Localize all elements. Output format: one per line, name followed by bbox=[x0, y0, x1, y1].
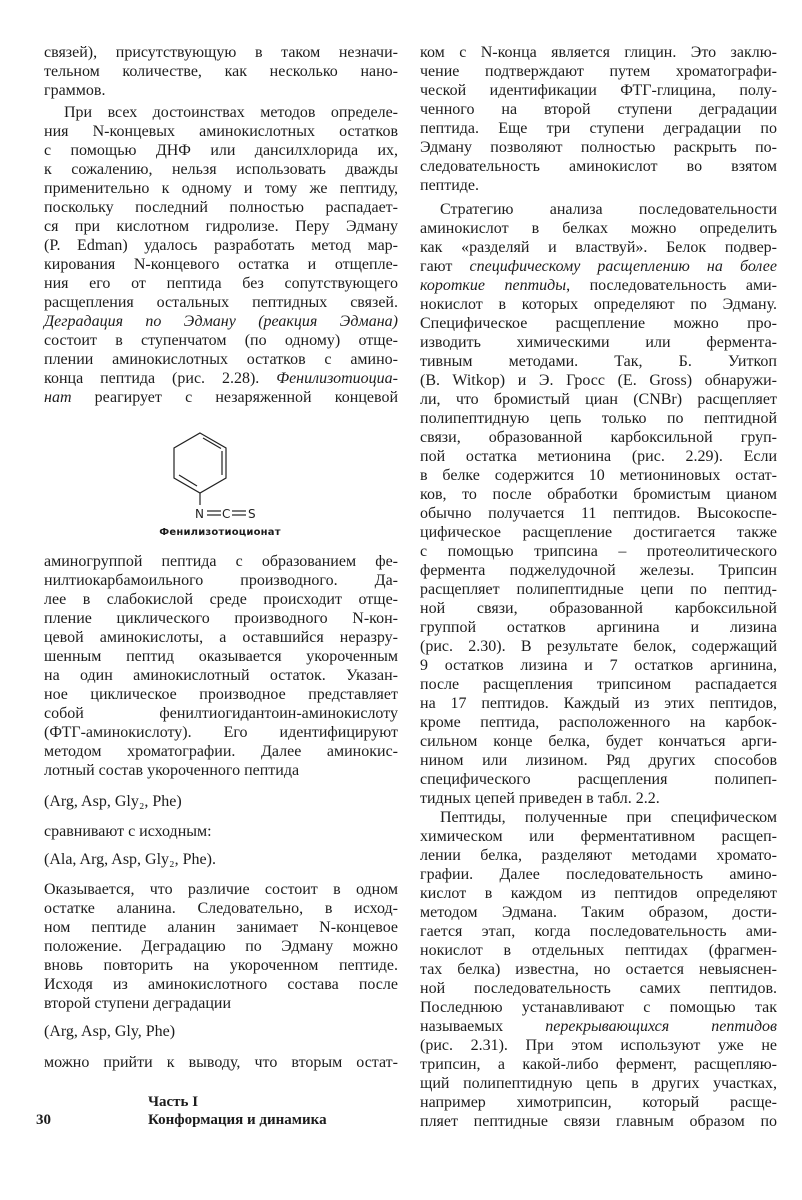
text-line: плении аминокислотных остатков с амино- bbox=[44, 351, 398, 368]
text-line: вновь повторить на укороченном пептиде. bbox=[44, 957, 398, 974]
text-line: Пептиды, полученные при специфическом bbox=[440, 809, 777, 826]
text-line: остатке аланина. Следовательно, в исход- bbox=[44, 900, 398, 917]
text-block bbox=[44, 850, 398, 869]
text-line bbox=[44, 388, 398, 407]
text-line: сильном конце белка, будет кончаться арги- bbox=[420, 733, 777, 750]
text-span: конца пептида (рис. 2.28). bbox=[44, 370, 277, 387]
text-line: ся при кислотном гидролизе. Перу Эдману bbox=[44, 218, 398, 235]
text-line: (рис. 2.30). В результате белок, содержащий bbox=[420, 638, 777, 655]
page-number: 30 bbox=[36, 1112, 51, 1128]
text-line bbox=[420, 1017, 777, 1036]
text-line: Оказывается, что различие состоит в одном bbox=[44, 881, 398, 898]
text-line: тивным методами. Так, Б. Уиткоп bbox=[420, 353, 777, 370]
text-line: после расщепления трипсином распадается bbox=[420, 676, 777, 693]
text-line: (ФТГ-аминокислоту). Его идентифицируют bbox=[44, 724, 398, 741]
text-line: методом Эдмана. Таким образом, дости- bbox=[420, 904, 777, 921]
text-line: ния его от пептида без сопутствующего bbox=[44, 275, 398, 292]
text-line: нокислот в которых определяют по Эдману. bbox=[420, 296, 777, 313]
text-line: химическом или ферментативном расщеп- bbox=[420, 828, 777, 845]
text-line: следовательность аминокислот во взятом bbox=[420, 158, 777, 175]
text-line: фермента поджелудочной железы. Трипсин bbox=[420, 562, 777, 579]
text-line: лее в слабокислой среде происходит отще- bbox=[44, 591, 398, 608]
benzene-ring-icon bbox=[174, 433, 246, 515]
text-line: пой остатка метионина (рис. 2.29). Если bbox=[420, 448, 777, 465]
text-line: ком с N-конца является глицин. Это заклю- bbox=[420, 44, 777, 61]
text-line: собой фенилтиогидантоин-аминокислоту bbox=[44, 705, 398, 722]
text-block bbox=[44, 792, 398, 811]
text-line: кроме пептида, расположенного на карбок- bbox=[420, 714, 777, 731]
text-line: с помощью трипсина – протеолитического bbox=[420, 543, 777, 560]
text-line: ния N-концевых аминокислотных остатков bbox=[44, 123, 398, 140]
text-line: тидных цепей приведен в табл. 2.2. bbox=[420, 790, 660, 807]
text-line: например химотрипсин, который расще- bbox=[420, 1094, 777, 1111]
text-line: (Arg, Asp, Gly, Phe) bbox=[44, 1023, 176, 1040]
text-line: связей), присутствующую в таком незначи- bbox=[44, 44, 398, 61]
text-line: применительно к одному и тому же пептиду, bbox=[44, 180, 398, 197]
text-line: лотный состав укороченного пептида bbox=[44, 762, 300, 779]
text-line: пление циклического производного N-кон- bbox=[44, 610, 398, 627]
text-line: пляет пептидные связи главным образом по bbox=[420, 1113, 777, 1130]
figure-caption: Фенилизотиоционат bbox=[159, 527, 281, 538]
text-line: можно прийти к выводу, что вторым остат- bbox=[44, 1054, 398, 1071]
phenyl-isothiocyanate-structure bbox=[140, 425, 300, 525]
text-line: сравнивают с исходным: bbox=[44, 823, 212, 840]
text-line: ной последовательность самих пептидов. bbox=[420, 980, 777, 997]
text-line: ли, что бромистый циан (CNBr) расщепляет bbox=[420, 391, 777, 408]
text-block bbox=[44, 880, 398, 1013]
text-line bbox=[44, 369, 398, 388]
text-line: нилтиокарбамоильного производного. Да- bbox=[44, 572, 398, 589]
text-line: шенным пептид оказывается укороченным bbox=[44, 648, 398, 665]
footer-section-title: Конформация и динамика bbox=[148, 1112, 327, 1128]
text-block bbox=[44, 822, 398, 841]
text-line: расщепления остальных пептидных связей. bbox=[44, 294, 398, 311]
atom-n: N bbox=[195, 507, 204, 521]
text-line: (рис. 2.31). При этом используют уже не bbox=[420, 1037, 777, 1054]
text-line: нокислот в отдельных пептидах (фрагмен- bbox=[420, 942, 777, 959]
text-line: связи, образованной карбоксильной груп- bbox=[420, 429, 777, 446]
text-line: граммов. bbox=[44, 82, 106, 99]
italic-term: Фенилизотиоциа- bbox=[276, 370, 398, 387]
text-block bbox=[44, 103, 398, 407]
text-line: ной связи, образованной карбоксильной bbox=[420, 600, 777, 617]
text-line: изводить химическими или фермента- bbox=[420, 334, 777, 351]
text-span: , последовательность ами- bbox=[566, 277, 778, 294]
text-line: цифическое расщепление достигается также bbox=[420, 524, 777, 541]
text-line: лении белка, разделяют методами хромато- bbox=[420, 847, 777, 864]
text-line: к сожалению, нельзя использовать дважды bbox=[44, 161, 398, 178]
text-line: расщепляет полипептидные цепи по пептид- bbox=[420, 581, 777, 598]
text-block bbox=[44, 43, 398, 100]
text-block bbox=[420, 200, 777, 808]
text-line: графии. Далее последовательность амино- bbox=[420, 866, 777, 883]
italic-term: специфическому расщеплению на более bbox=[469, 258, 777, 275]
text-line: ное циклическое производное представляет bbox=[44, 686, 398, 703]
text-line: (Arg, Asp, Gly₂, Phe) bbox=[44, 793, 182, 810]
text-line: на 17 пептидов. Каждый из этих пептидов, bbox=[420, 695, 777, 712]
text-line: группой остатков аргинина и лизина bbox=[420, 619, 777, 636]
text-line: ческой идентификации ФТГ-глицина, полу- bbox=[420, 82, 777, 99]
text-line: кислот в каждом из пептидов определяют bbox=[420, 885, 777, 902]
text-block bbox=[420, 808, 777, 1131]
text-span: называемых bbox=[420, 1018, 546, 1035]
text-line: ном пептиде аланин занимает N-концевое bbox=[44, 919, 398, 936]
text-line: специфического расщепления полипеп- bbox=[420, 771, 777, 788]
text-line: с помощью ДНФ или дансилхлорида их, bbox=[44, 142, 398, 159]
text-line: При всех достоинствах методов определе- bbox=[64, 104, 398, 121]
text-line: полипептидную цепь только по пептидной bbox=[420, 410, 777, 427]
text-line: в белке содержится 10 метиониновых остат- bbox=[420, 467, 777, 484]
text-line: (Ala, Arg, Asp, Gly₂, Phe). bbox=[44, 851, 216, 868]
text-line: 9 остатков лизина и 7 остатков аргинина, bbox=[420, 657, 777, 674]
text-block bbox=[420, 43, 777, 195]
text-line: состоит в ступенчатом (по одному) отще- bbox=[44, 332, 398, 349]
text-line: тах белка) известна, но остается невыяснен- bbox=[420, 961, 777, 978]
italic-term: короткие пептиды bbox=[420, 277, 567, 294]
text-line: Стратегию анализа последовательности bbox=[440, 201, 777, 218]
text-line: (P. Edman) удалось разработать метод мар- bbox=[44, 237, 398, 254]
text-line: Эдману позволяют полностью раскрыть по- bbox=[420, 139, 777, 156]
text-line: обычно получается 11 пептидов. Высокоспе- bbox=[420, 505, 777, 522]
text-line: методом хроматографии. Далее аминокис- bbox=[44, 743, 398, 760]
text-line bbox=[44, 312, 398, 331]
text-line: (B. Witkop) и Э. Гросс (E. Gross) обнаружи- bbox=[420, 372, 777, 389]
atom-c: C bbox=[222, 507, 231, 521]
text-line: на один аминокислотный остаток. Указан- bbox=[44, 667, 398, 684]
text-line: чение подтверждают путем хроматографи- bbox=[420, 63, 777, 80]
text-line: как «разделяй и властвуй». Белок подвер- bbox=[420, 239, 777, 256]
text-span: реагирует с незаряженной концевой bbox=[71, 389, 398, 406]
text-line: второй ступени деградации bbox=[44, 995, 232, 1012]
italic-term: Деградация по Эдману (реакция Эдмана) bbox=[44, 313, 398, 330]
text-line: поскольку последний полностью распадает- bbox=[44, 199, 398, 216]
text-line bbox=[420, 257, 777, 276]
text-block bbox=[44, 552, 398, 780]
text-line: аминогруппой пептида с образованием фе- bbox=[44, 553, 398, 570]
text-line: пептида. Еще три ступени деградации по bbox=[420, 120, 777, 137]
text-block bbox=[44, 1053, 398, 1072]
text-line: Последнюю устанавливают с помощью так bbox=[420, 999, 777, 1016]
text-line: ков, то после обработки бромистым цианом bbox=[420, 486, 777, 503]
text-line: цевой аминокислоты, а оставшийся неразру- bbox=[44, 629, 398, 646]
text-line: Специфическое расщепление можно про- bbox=[420, 315, 777, 332]
text-line: кирования N-концевого остатка и отщепле- bbox=[44, 256, 398, 273]
atom-s: S bbox=[248, 507, 256, 521]
text-line: положение. Деградацию по Эдману можно bbox=[44, 938, 398, 955]
italic-term: нат bbox=[44, 389, 72, 406]
italic-term: перекрывающихся пептидов bbox=[545, 1018, 777, 1035]
text-line: ченного на второй ступени деградации bbox=[420, 101, 777, 118]
text-line: гается этап, когда последовательность ами- bbox=[420, 923, 777, 940]
text-line: трипсин, а какой-либо фермент, расщепляю- bbox=[420, 1056, 777, 1073]
text-line: тельном количестве, как несколько нано- bbox=[44, 63, 398, 80]
text-line: щий полипептидную цепь в других участках, bbox=[420, 1075, 777, 1092]
text-line: Исходя из аминокислотного состава после bbox=[44, 976, 398, 993]
text-span: гают bbox=[420, 258, 470, 275]
footer-part-label: Часть I bbox=[148, 1094, 199, 1110]
text-line: аминокислот в белках можно определить bbox=[420, 220, 777, 237]
text-block bbox=[44, 1022, 398, 1041]
text-line: пептиде. bbox=[420, 177, 480, 194]
text-line bbox=[420, 276, 777, 295]
text-line: нином или лизином. Ряд других способов bbox=[420, 752, 777, 769]
